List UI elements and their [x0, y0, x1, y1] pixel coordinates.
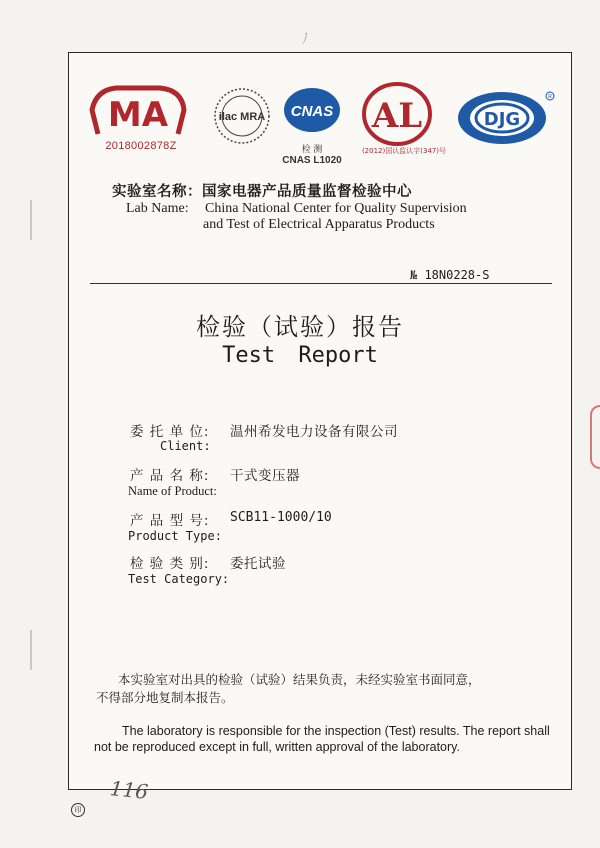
product-type-label-zh: 产 品 型 号:: [130, 513, 210, 529]
svg-text:DJG: DJG: [483, 109, 521, 130]
product-type-value: SCB11-1000/10: [230, 510, 332, 525]
quality-supervision-logo: [456, 90, 556, 146]
test-category-label-zh: 检 验 类 别:: [130, 556, 210, 572]
cnas-number-text: CNAS L1020: [282, 155, 342, 166]
lab-name-en-label: Lab Name:: [126, 201, 189, 216]
report-title-en: Test Report: [222, 343, 378, 368]
product-type-label-en: Product Type:: [128, 529, 222, 543]
cnas-sub-label: 检 测: [301, 144, 323, 154]
notice-zh-line2: 不得部分地复制本报告。: [96, 690, 234, 705]
lab-name-en-line1: China National Center for Quality Supervision: [205, 201, 467, 216]
cnas-logo: [282, 86, 352, 142]
notice-zh-line1: 本实验室对出具的检验（试验）结果负责，未经实验室书面同意，: [118, 672, 481, 687]
report-number: № 18N0228-S: [410, 268, 490, 282]
svg-text:R: R: [548, 94, 552, 100]
handwritten-page-number: 116: [108, 776, 150, 804]
cal-number: (2012)国认监认字(347)号: [361, 147, 447, 155]
punch-hole-mark: [30, 630, 32, 670]
cma-logo: [86, 80, 190, 138]
svg-text:AL: AL: [371, 96, 423, 136]
svg-text:MA: MA: [107, 95, 169, 135]
pencil-mark: ノ: [296, 29, 315, 49]
notice-en-line2: not be reproduced except in full, written approval of the laboratory.: [94, 740, 460, 754]
ilac-mra-logo: [210, 86, 280, 146]
seal-stamp-edge: [590, 405, 600, 469]
report-title-zh: 检验（试验）报告: [196, 313, 404, 341]
client-label-en: Client:: [160, 439, 211, 453]
punch-hole-mark: [30, 200, 32, 240]
product-name-label-zh: 产 品 名 称:: [130, 468, 210, 484]
test-category-value: 委托试验: [230, 556, 286, 572]
print-mark-icon: 印: [71, 803, 85, 817]
header-divider: [90, 283, 552, 284]
cal-logo: [361, 82, 437, 146]
test-category-label-en: Test Category:: [128, 572, 230, 586]
cma-number: 2018002878Z: [105, 140, 177, 152]
cnas-number: [272, 142, 352, 166]
lab-name-en-line2: and Test of Electrical Apparatus Products: [203, 217, 435, 232]
lab-name-zh: 实验室名称：国家电器产品质量监督检验中心: [112, 184, 412, 200]
svg-text:ilac MRA: ilac MRA: [218, 111, 266, 123]
client-value: 温州希发电力设备有限公司: [230, 424, 398, 440]
product-name-value: 干式变压器: [230, 468, 300, 484]
client-label-zh: 委 托 单 位:: [130, 424, 210, 440]
product-name-label-en: Name of Product:: [128, 484, 217, 498]
svg-text:CNAS: CNAS: [290, 103, 334, 120]
certification-logos: [86, 80, 566, 166]
notice-en-line1: The laboratory is responsible for the inspection (Test) results. The report shall: [122, 724, 550, 738]
